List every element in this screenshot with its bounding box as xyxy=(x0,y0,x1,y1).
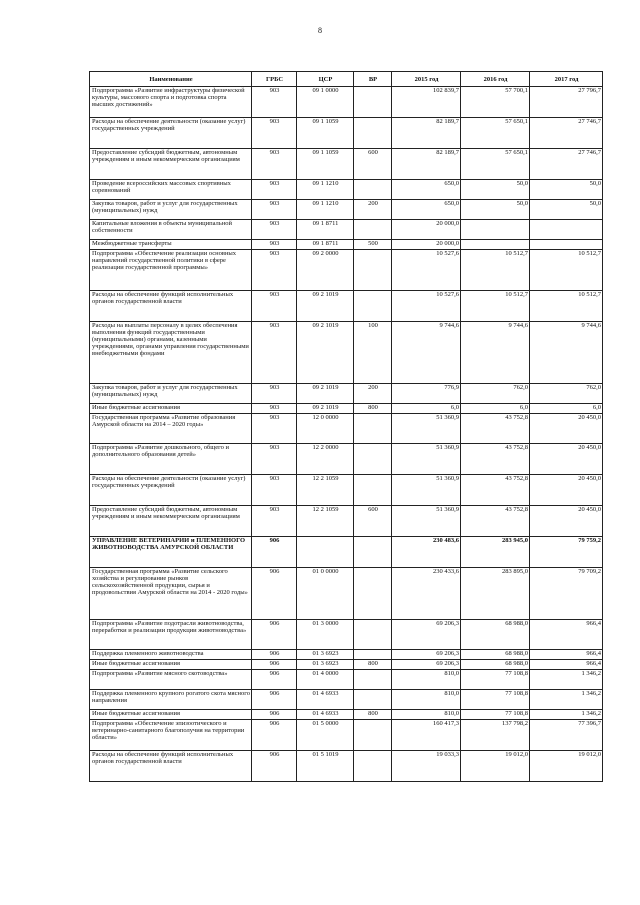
row-amount-2016: 50,0 xyxy=(461,200,530,220)
row-csr: 09 2 0000 xyxy=(297,250,354,291)
row-vr: 200 xyxy=(354,200,392,220)
header-2016: 2016 год xyxy=(461,72,530,87)
row-name: УПРАВЛЕНИЕ ВЕТЕРИНАРИИ и ПЛЕМЕННОГО ЖИВОТНОВОДСТВА АМУРСКОЙ ОБЛАСТИ xyxy=(90,537,252,568)
row-grbs: 903 xyxy=(252,444,297,475)
row-grbs: 903 xyxy=(252,180,297,200)
row-amount-2015: 102 839,7 xyxy=(392,87,461,118)
row-csr: 01 0 0000 xyxy=(297,568,354,620)
row-grbs: 906 xyxy=(252,660,297,670)
row-amount-2017 xyxy=(530,240,603,250)
row-csr: 09 1 1210 xyxy=(297,180,354,200)
row-name: Расходы на обеспечение деятельности (оказание услуг) государственных учреждений xyxy=(90,475,252,506)
row-grbs: 906 xyxy=(252,751,297,782)
row-amount-2017: 27 796,7 xyxy=(530,87,603,118)
table-row xyxy=(90,650,603,660)
row-amount-2017: 10 512,7 xyxy=(530,291,603,322)
row-vr xyxy=(354,650,392,660)
row-grbs: 903 xyxy=(252,118,297,149)
row-vr xyxy=(354,220,392,240)
row-name: Расходы на обеспечение функций исполнительных органов государственной власти xyxy=(90,291,252,322)
table-row xyxy=(90,670,603,690)
row-amount-2016: 9 744,6 xyxy=(461,322,530,384)
row-amount-2017: 20 450,0 xyxy=(530,506,603,537)
row-name: Предоставление субсидий бюджетным, автономным учреждениям и иным некоммерческим организациям xyxy=(90,149,252,180)
row-amount-2015: 82 189,7 xyxy=(392,149,461,180)
row-csr: 09 1 1059 xyxy=(297,149,354,180)
table-row xyxy=(90,537,603,568)
row-amount-2016: 137 798,2 xyxy=(461,720,530,751)
table-row xyxy=(90,568,603,620)
row-amount-2015: 230 483,6 xyxy=(392,537,461,568)
row-amount-2016: 57 650,1 xyxy=(461,149,530,180)
row-grbs: 903 xyxy=(252,149,297,180)
row-grbs: 903 xyxy=(252,200,297,220)
row-name: Капитальные вложения в объекты муниципальной собственности xyxy=(90,220,252,240)
row-amount-2015: 51 360,9 xyxy=(392,475,461,506)
row-amount-2016: 283 895,0 xyxy=(461,568,530,620)
row-amount-2015: 810,0 xyxy=(392,710,461,720)
row-amount-2015: 160 417,3 xyxy=(392,720,461,751)
table-row xyxy=(90,250,603,291)
row-amount-2016: 762,0 xyxy=(461,384,530,404)
row-vr xyxy=(354,87,392,118)
row-amount-2016: 43 752,8 xyxy=(461,444,530,475)
table-row xyxy=(90,690,603,710)
table-row xyxy=(90,220,603,240)
table-row xyxy=(90,322,603,384)
row-amount-2015: 69 206,3 xyxy=(392,620,461,650)
row-vr: 500 xyxy=(354,240,392,250)
row-name: Иные бюджетные ассигнования xyxy=(90,710,252,720)
row-name: Иные бюджетные ассигнования xyxy=(90,660,252,670)
row-csr: 01 4 6933 xyxy=(297,710,354,720)
row-amount-2016: 68 988,0 xyxy=(461,650,530,660)
row-vr: 800 xyxy=(354,660,392,670)
table-row xyxy=(90,414,603,444)
row-amount-2016: 43 752,8 xyxy=(461,414,530,444)
row-amount-2016: 43 752,8 xyxy=(461,475,530,506)
row-csr: 01 5 0000 xyxy=(297,720,354,751)
row-amount-2017: 27 746,7 xyxy=(530,149,603,180)
row-amount-2017: 9 744,6 xyxy=(530,322,603,384)
row-grbs: 903 xyxy=(252,404,297,414)
header-2017: 2017 год xyxy=(530,72,603,87)
row-amount-2015: 10 527,6 xyxy=(392,250,461,291)
row-amount-2016: 283 945,0 xyxy=(461,537,530,568)
row-amount-2015: 51 360,9 xyxy=(392,506,461,537)
row-csr xyxy=(297,537,354,568)
row-csr: 09 1 8711 xyxy=(297,220,354,240)
row-amount-2017: 50,0 xyxy=(530,200,603,220)
row-name: Межбюджетные трансферты xyxy=(90,240,252,250)
row-name: Подпрограмма «Развитие инфраструктуры физической культуры, массового спорта и подготовка спорта высших достижений» xyxy=(90,87,252,118)
row-amount-2017: 10 512,7 xyxy=(530,250,603,291)
row-name: Предоставление субсидий бюджетным, автономным учреждениям и иным некоммерческим организациям xyxy=(90,506,252,537)
row-vr xyxy=(354,118,392,149)
header-grbs: ГРБС xyxy=(252,72,297,87)
row-csr: 09 1 8711 xyxy=(297,240,354,250)
row-csr: 01 3 6923 xyxy=(297,650,354,660)
row-csr: 09 1 0000 xyxy=(297,87,354,118)
row-grbs: 903 xyxy=(252,250,297,291)
row-amount-2016: 50,0 xyxy=(461,180,530,200)
row-amount-2016: 77 108,8 xyxy=(461,710,530,720)
row-amount-2016: 77 108,8 xyxy=(461,670,530,690)
row-amount-2017: 966,4 xyxy=(530,660,603,670)
row-amount-2015: 810,0 xyxy=(392,690,461,710)
row-csr: 01 4 6933 xyxy=(297,690,354,710)
row-csr: 01 3 0000 xyxy=(297,620,354,650)
row-name: Расходы на выплаты персоналу в целях обеспечения выполнения функций государственными (муниципальными) органами, казенными учреждениями, органами управления государственными внебюджетными фондами xyxy=(90,322,252,384)
row-name: Поддержка племенного животноводства xyxy=(90,650,252,660)
row-amount-2017: 77 396,7 xyxy=(530,720,603,751)
row-csr: 12 2 1059 xyxy=(297,475,354,506)
header-vr: ВР xyxy=(354,72,392,87)
table-row xyxy=(90,87,603,118)
table-row xyxy=(90,149,603,180)
row-amount-2015: 650,0 xyxy=(392,200,461,220)
row-amount-2016: 10 512,7 xyxy=(461,291,530,322)
row-name: Подпрограмма «Обеспечение реализации основных направлений государственной политики в сфере реализации государственной программы» xyxy=(90,250,252,291)
row-name: Иные бюджетные ассигнования xyxy=(90,404,252,414)
row-vr xyxy=(354,568,392,620)
row-amount-2015: 69 206,3 xyxy=(392,660,461,670)
row-name: Государственная программа «Развитие образования Амурской области на 2014 – 2020 годы» xyxy=(90,414,252,444)
row-csr: 12 2 0000 xyxy=(297,444,354,475)
row-name: Проведение всероссийских массовых спортивных соревнований xyxy=(90,180,252,200)
row-amount-2016: 19 012,0 xyxy=(461,751,530,782)
table-body xyxy=(90,87,603,782)
row-amount-2015: 10 527,6 xyxy=(392,291,461,322)
row-amount-2017: 50,0 xyxy=(530,180,603,200)
row-vr xyxy=(354,751,392,782)
row-name: Расходы на обеспечение функций исполнительных органов государственной власти xyxy=(90,751,252,782)
table-row xyxy=(90,720,603,751)
row-amount-2015: 51 360,9 xyxy=(392,444,461,475)
row-vr: 200 xyxy=(354,384,392,404)
header-name: Наименование xyxy=(90,72,252,87)
row-amount-2015: 69 206,3 xyxy=(392,650,461,660)
row-csr: 09 1 1210 xyxy=(297,200,354,220)
row-name: Подпрограмма «Обеспечение эпизоотического и ветеринарно-санитарного благополучия на территории области» xyxy=(90,720,252,751)
row-amount-2017: 27 746,7 xyxy=(530,118,603,149)
row-amount-2016: 10 512,7 xyxy=(461,250,530,291)
row-vr: 600 xyxy=(354,506,392,537)
row-vr: 600 xyxy=(354,149,392,180)
row-vr xyxy=(354,690,392,710)
row-vr xyxy=(354,537,392,568)
page-number: 8 xyxy=(318,26,322,35)
row-amount-2017: 79 759,2 xyxy=(530,537,603,568)
row-vr xyxy=(354,475,392,506)
row-grbs: 906 xyxy=(252,710,297,720)
row-amount-2015: 82 189,7 xyxy=(392,118,461,149)
row-amount-2017: 1 346,2 xyxy=(530,690,603,710)
row-vr: 800 xyxy=(354,404,392,414)
table-row xyxy=(90,710,603,720)
row-grbs: 906 xyxy=(252,650,297,660)
row-grbs: 906 xyxy=(252,690,297,710)
row-amount-2017: 20 450,0 xyxy=(530,444,603,475)
row-amount-2016 xyxy=(461,220,530,240)
row-name: Закупка товаров, работ и услуг для государственных (муниципальных) нужд xyxy=(90,384,252,404)
row-grbs: 906 xyxy=(252,720,297,751)
budget-table xyxy=(89,71,603,782)
row-amount-2017: 20 450,0 xyxy=(530,475,603,506)
row-amount-2015: 650,0 xyxy=(392,180,461,200)
row-vr: 100 xyxy=(354,322,392,384)
row-vr xyxy=(354,250,392,291)
table-row xyxy=(90,200,603,220)
row-amount-2015: 6,0 xyxy=(392,404,461,414)
row-vr xyxy=(354,180,392,200)
table-row xyxy=(90,291,603,322)
row-amount-2017: 6,0 xyxy=(530,404,603,414)
row-grbs: 903 xyxy=(252,506,297,537)
table-row xyxy=(90,404,603,414)
row-grbs: 903 xyxy=(252,475,297,506)
row-grbs: 903 xyxy=(252,87,297,118)
row-name: Поддержка племенного крупного рогатого скота мясного направления xyxy=(90,690,252,710)
row-name: Подпрограмма «Развитие дошкольного, общего и дополнительного образования детей» xyxy=(90,444,252,475)
header-csr: ЦСР xyxy=(297,72,354,87)
table-row xyxy=(90,180,603,200)
row-name: Расходы на обеспечение деятельности (оказание услуг) государственных учреждений xyxy=(90,118,252,149)
row-amount-2017: 1 346,2 xyxy=(530,670,603,690)
row-name: Закупка товаров, работ и услуг для государственных (муниципальных) нужд xyxy=(90,200,252,220)
row-grbs: 903 xyxy=(252,240,297,250)
row-amount-2017: 762,0 xyxy=(530,384,603,404)
row-grbs: 906 xyxy=(252,568,297,620)
table-row xyxy=(90,475,603,506)
row-amount-2015: 20 000,0 xyxy=(392,220,461,240)
row-vr xyxy=(354,620,392,650)
table-row xyxy=(90,620,603,650)
row-amount-2017 xyxy=(530,220,603,240)
row-csr: 09 2 1019 xyxy=(297,384,354,404)
table-row xyxy=(90,506,603,537)
row-amount-2015: 51 360,9 xyxy=(392,414,461,444)
row-amount-2016: 68 988,0 xyxy=(461,660,530,670)
row-grbs: 903 xyxy=(252,322,297,384)
row-amount-2017: 19 012,0 xyxy=(530,751,603,782)
table-row xyxy=(90,660,603,670)
table-row xyxy=(90,444,603,475)
row-grbs: 903 xyxy=(252,291,297,322)
table-row xyxy=(90,751,603,782)
row-amount-2015: 20 000,0 xyxy=(392,240,461,250)
row-vr xyxy=(354,291,392,322)
row-grbs: 906 xyxy=(252,537,297,568)
header-2015: 2015 год xyxy=(392,72,461,87)
row-vr: 800 xyxy=(354,710,392,720)
row-csr: 09 2 1019 xyxy=(297,404,354,414)
row-grbs: 903 xyxy=(252,414,297,444)
table-row xyxy=(90,118,603,149)
row-csr: 12 2 1059 xyxy=(297,506,354,537)
row-csr: 09 2 1019 xyxy=(297,291,354,322)
table-row xyxy=(90,384,603,404)
row-vr xyxy=(354,414,392,444)
row-csr: 09 2 1019 xyxy=(297,322,354,384)
row-name: Подпрограмма «Развитие мясного скотоводства» xyxy=(90,670,252,690)
row-csr: 01 5 1019 xyxy=(297,751,354,782)
row-amount-2016: 43 752,8 xyxy=(461,506,530,537)
row-amount-2015: 776,9 xyxy=(392,384,461,404)
row-name: Подпрограмма «Развитие подотрасли животноводства, переработки и реализации продукции животноводства» xyxy=(90,620,252,650)
row-amount-2016: 57 700,1 xyxy=(461,87,530,118)
row-csr: 01 3 6923 xyxy=(297,660,354,670)
row-amount-2016: 77 108,8 xyxy=(461,690,530,710)
row-csr: 01 4 0000 xyxy=(297,670,354,690)
row-amount-2015: 230 433,6 xyxy=(392,568,461,620)
row-amount-2017: 79 709,2 xyxy=(530,568,603,620)
row-amount-2017: 20 450,0 xyxy=(530,414,603,444)
row-grbs: 903 xyxy=(252,384,297,404)
row-amount-2017: 966,4 xyxy=(530,650,603,660)
row-amount-2016: 68 988,0 xyxy=(461,620,530,650)
row-grbs: 906 xyxy=(252,670,297,690)
row-amount-2017: 1 346,2 xyxy=(530,710,603,720)
row-csr: 09 1 1059 xyxy=(297,118,354,149)
row-csr: 12 0 0000 xyxy=(297,414,354,444)
row-amount-2016: 6,0 xyxy=(461,404,530,414)
row-vr xyxy=(354,444,392,475)
row-amount-2017: 966,4 xyxy=(530,620,603,650)
row-grbs: 906 xyxy=(252,620,297,650)
row-amount-2016 xyxy=(461,240,530,250)
row-vr xyxy=(354,720,392,751)
row-grbs: 903 xyxy=(252,220,297,240)
table-header-row xyxy=(90,72,603,87)
row-amount-2015: 9 744,6 xyxy=(392,322,461,384)
row-amount-2016: 57 650,1 xyxy=(461,118,530,149)
table-row xyxy=(90,240,603,250)
row-vr xyxy=(354,670,392,690)
row-name: Государственная программа «Развитие сельского хозяйства и регулирование рынков сельскохозяйственной продукции, сырья и продовольствия Амурской области на 2014 - 2020 годы» xyxy=(90,568,252,620)
row-amount-2015: 810,0 xyxy=(392,670,461,690)
row-amount-2015: 19 033,3 xyxy=(392,751,461,782)
